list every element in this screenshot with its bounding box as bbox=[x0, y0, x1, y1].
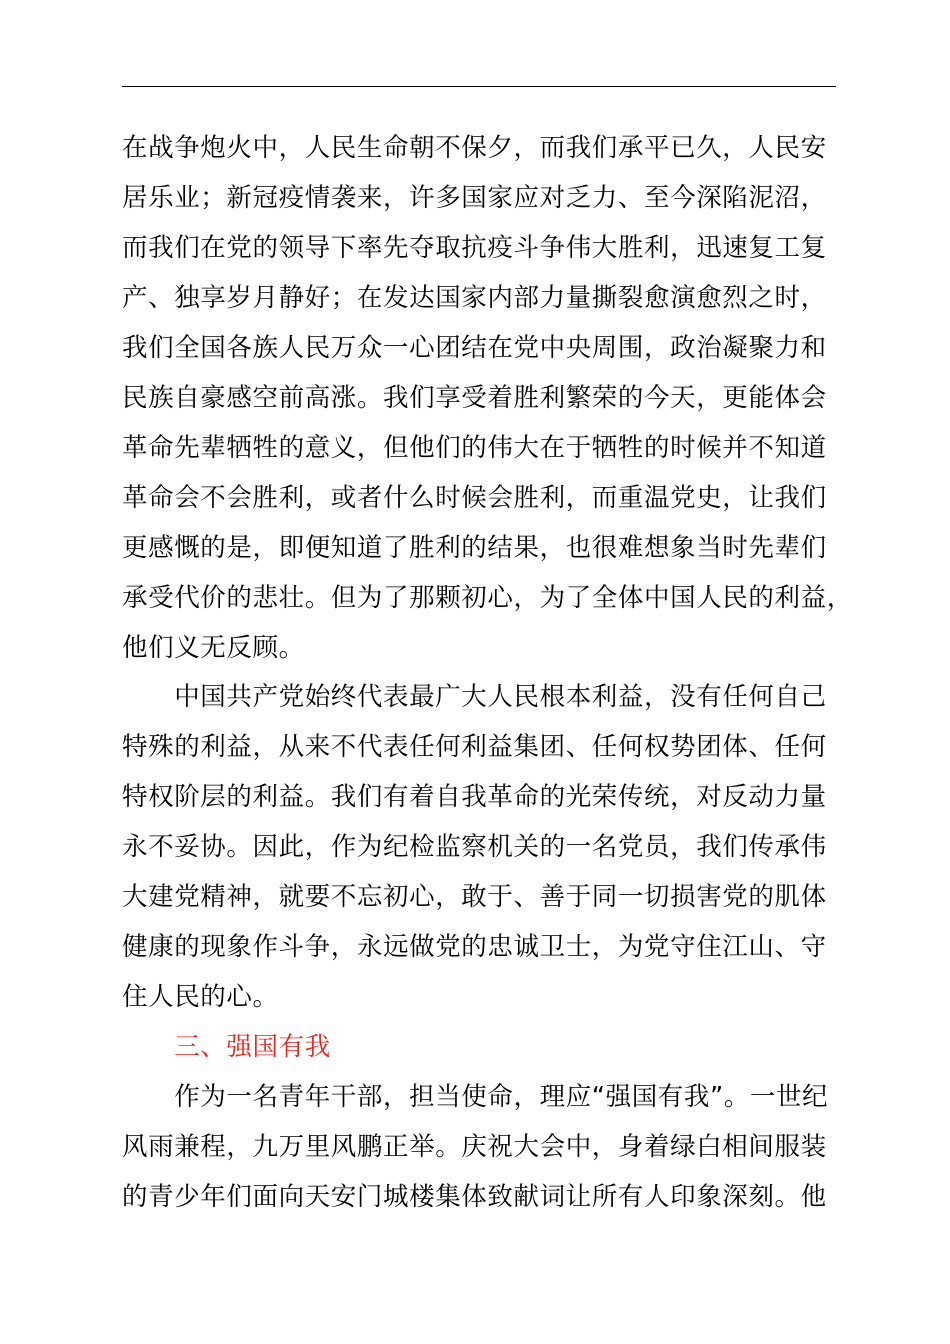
paragraph-2-line-7: 住人民的心。 bbox=[122, 982, 279, 1012]
paragraph-1-line-1: 在战争炮火中，人民生命朝不保夕，而我们承平已久，人民安 bbox=[122, 133, 827, 163]
paragraph-1-line-10: 承受代价的悲壮。但为了那颗初心，为了全体中国人民的利益， bbox=[122, 583, 853, 613]
paragraph-2-line-1: 中国共产党始终代表最广大人民根本利益，没有任何自己 bbox=[122, 682, 827, 712]
paragraph-2-line-3: 特权阶层的利益。我们有着自我革命的光荣传统，对反动力量 bbox=[122, 782, 827, 812]
header-rule bbox=[122, 86, 836, 87]
paragraph-3-line-1: 作为一名青年干部，担当使命，理应“强国有我”。一世纪 bbox=[122, 1082, 829, 1112]
paragraph-2-line-4: 永不妥协。因此，作为纪检监察机关的一名党员，我们传承伟 bbox=[122, 832, 827, 862]
paragraph-1-line-4: 产、独享岁月静好；在发达国家内部力量撕裂愈演愈烈之时， bbox=[122, 283, 827, 313]
paragraph-1-line-7: 革命先辈牺牲的意义，但他们的伟大在于牺牲的时候并不知道 bbox=[122, 433, 827, 463]
paragraph-1-line-11: 他们义无反顾。 bbox=[122, 633, 305, 663]
paragraph-1-line-3: 而我们在党的领导下率先夺取抗疫斗争伟大胜利，迅速复工复 bbox=[122, 233, 827, 263]
paragraph-3-line-3: 的青少年们面向天安门城楼集体致献词让所有人印象深刻。他 bbox=[122, 1182, 827, 1212]
section-heading: 三、强国有我 bbox=[122, 1032, 331, 1062]
paragraph-1-line-6: 民族自豪感空前高涨。我们享受着胜利繁荣的今天，更能体会 bbox=[122, 383, 827, 413]
paragraph-2-line-5: 大建党精神，就要不忘初心，敢于、善于同一切损害党的肌体 bbox=[122, 882, 827, 912]
paragraph-1-line-2: 居乐业；新冠疫情袭来，许多国家应对乏力、至今深陷泥沼， bbox=[122, 183, 827, 213]
paragraph-1-line-9: 更感慨的是，即便知道了胜利的结果，也很难想象当时先辈们 bbox=[122, 533, 827, 563]
paragraph-3-line-2: 风雨兼程，九万里风鹏正举。庆祝大会中，身着绿白相间服装 bbox=[122, 1132, 827, 1162]
paragraph-2-line-6: 健康的现象作斗争，永远做党的忠诚卫士，为党守住江山、守 bbox=[122, 932, 827, 962]
paragraph-1-line-5: 我们全国各族人民万众一心团结在党中央周围，政治凝聚力和 bbox=[122, 333, 827, 363]
paragraph-1-line-8: 革命会不会胜利，或者什么时候会胜利，而重温党史，让我们 bbox=[122, 483, 827, 513]
paragraph-2-line-2: 特殊的利益，从来不代表任何利益集团、任何权势团体、任何 bbox=[122, 732, 827, 762]
